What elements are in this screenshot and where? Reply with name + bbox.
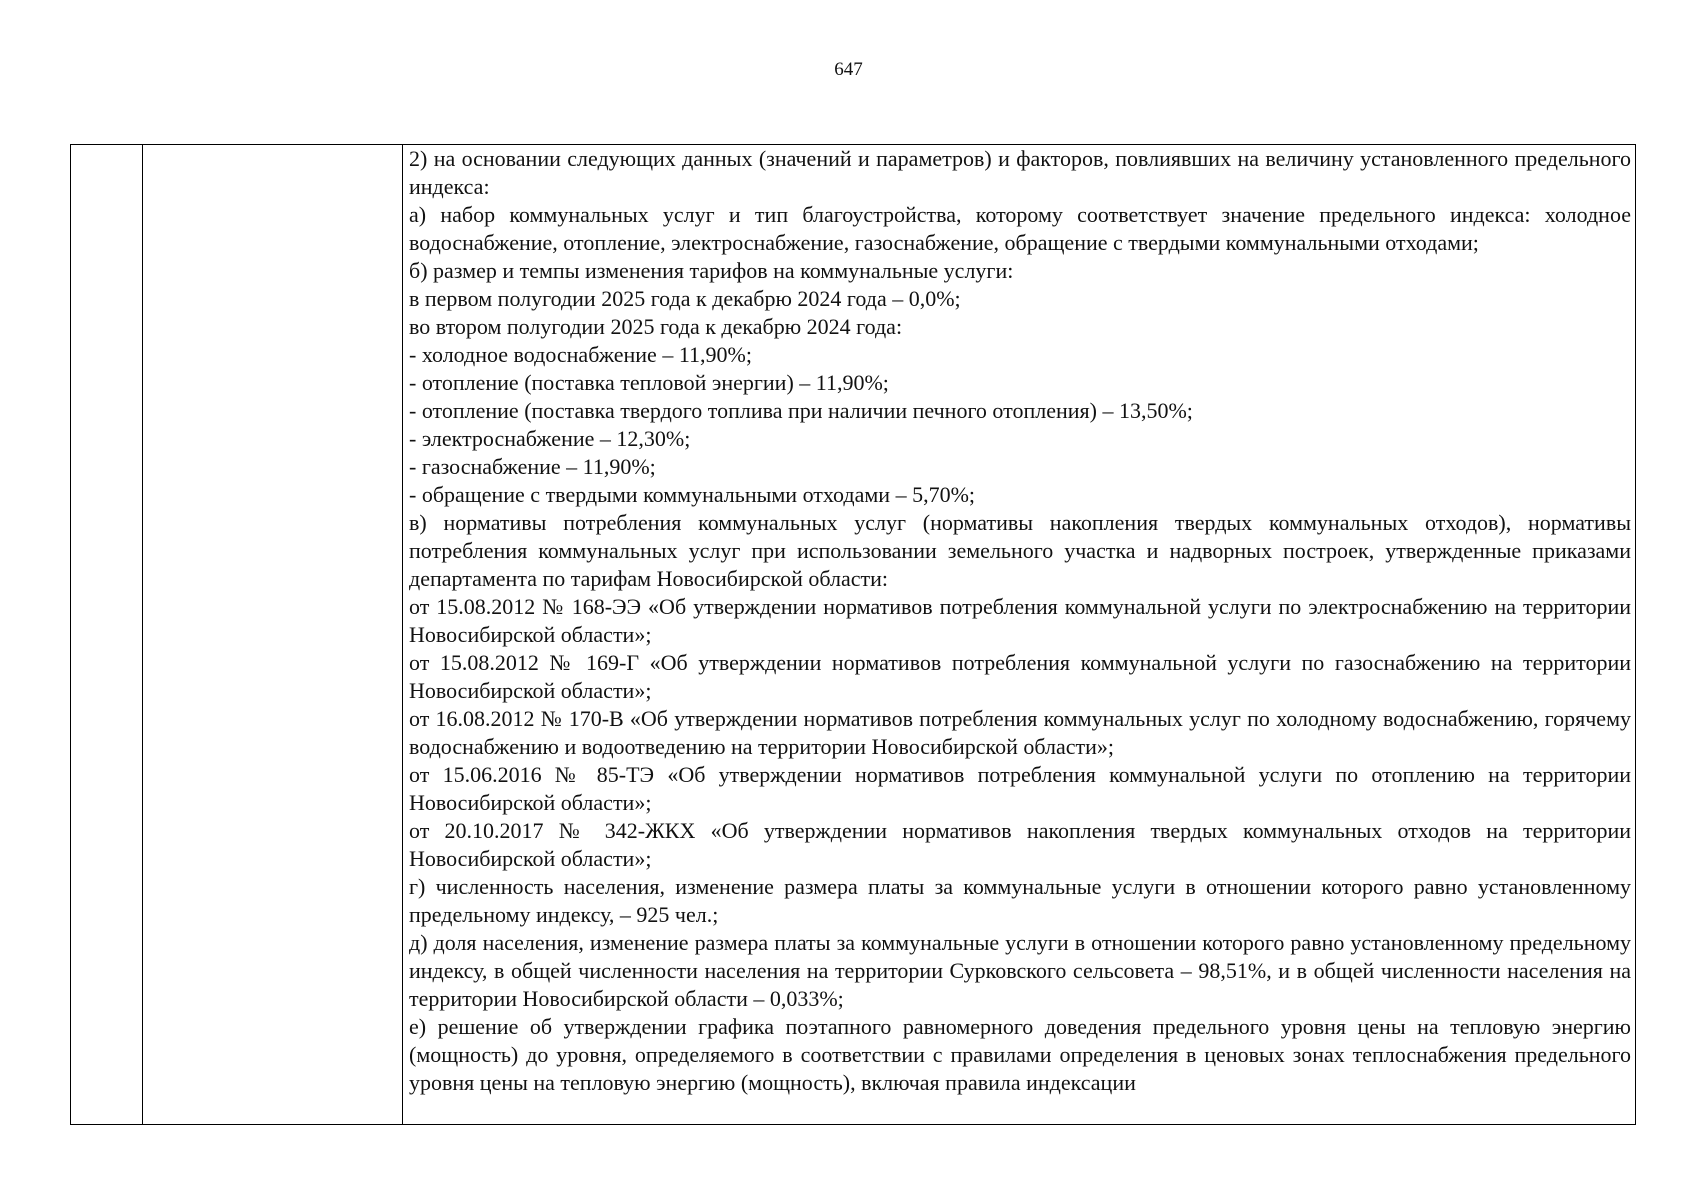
paragraph: д) доля населения, изменение размера платы за коммунальные услуги в отношении которого равно установленному предельному индексу, в общей численности населения на территории Сурковского сельсовета – 98,51%, и в общей численности населения на территории Новосибирской области – 0,033%; <box>409 930 1631 1011</box>
paragraph: в первом полугодии 2025 года к декабрю 2024 года – 0,0%; <box>409 286 961 311</box>
table-column-content <box>403 145 1635 1124</box>
table-column-name <box>143 145 403 1124</box>
paragraph: от 15.08.2012 № 169-Г «Об утверждении нормативов потребления коммунальной услуги по газоснабжению на территории Новосибирской области»; <box>409 650 1631 703</box>
document-table <box>70 144 1636 1125</box>
paragraph: е) решение об утверждении графика поэтапного равномерного доведения предельного уровня цены на тепловую энергию (мощность) до уровня, определяемого в соответствии с правилами определения в ценовых зонах теплоснабжения предельного уровня цены на тепловую энергию (мощность), включая правила индексации <box>409 1014 1631 1095</box>
paragraph: 2) на основании следующих данных (значений и параметров) и факторов, повлиявших на величину установленного предельного индекса: <box>409 146 1631 199</box>
paragraph: - электроснабжение – 12,30%; <box>409 426 691 451</box>
paragraph: от 15.08.2012 № 168-ЭЭ «Об утверждении нормативов потребления коммунальной услуги по электроснабжению на территории Новосибирской области»; <box>409 594 1631 647</box>
paragraph: - газоснабжение – 11,90%; <box>409 454 656 479</box>
paragraph: а) набор коммунальных услуг и тип благоустройства, которому соответствует значение предельного индекса: холодное водоснабжение, отопление, электроснабжение, газоснабжение, обращение с твердыми коммунальными отходами; <box>409 202 1631 255</box>
paragraph: - холодное водоснабжение – 11,90%; <box>409 342 752 367</box>
page-number: 647 <box>834 59 863 80</box>
paragraph: - отопление (поставка тепловой энергии) – 11,90%; <box>409 370 889 395</box>
paragraph: - отопление (поставка твердого топлива при наличии печного отопления) – 13,50%; <box>409 398 1193 423</box>
paragraph: - обращение с твердыми коммунальными отходами – 5,70%; <box>409 482 976 507</box>
paragraph: от 15.06.2016 № 85-ТЭ «Об утверждении нормативов потребления коммунальной услуги по отоплению на территории Новосибирской области»; <box>409 762 1631 815</box>
paragraph: г) численность населения, изменение размера платы за коммунальные услуги в отношении которого равно установленному предельному индексу, – 925 чел.; <box>409 874 1631 927</box>
paragraph: во втором полугодии 2025 года к декабрю 2024 года: <box>409 314 903 339</box>
paragraph: от 20.10.2017 № 342-ЖКХ «Об утверждении нормативов накопления твердых коммунальных отходов на территории Новосибирской области»; <box>409 818 1631 871</box>
paragraph: в) нормативы потребления коммунальных услуг (нормативы накопления твердых коммунальных отходов), нормативы потребления коммунальных услуг при использовании земельного участка и надворных построек, утвержденные приказами департамента по тарифам Новосибирской области: <box>409 510 1631 591</box>
paragraph: б) размер и темпы изменения тарифов на коммунальные услуги: <box>409 258 1014 283</box>
table-column-number <box>71 145 143 1124</box>
paragraph: от 16.08.2012 № 170-В «Об утверждении нормативов потребления коммунальных услуг по холодному водоснабжению, горячему водоснабжению и водоотведению на территории Новосибирской области»; <box>409 706 1631 759</box>
